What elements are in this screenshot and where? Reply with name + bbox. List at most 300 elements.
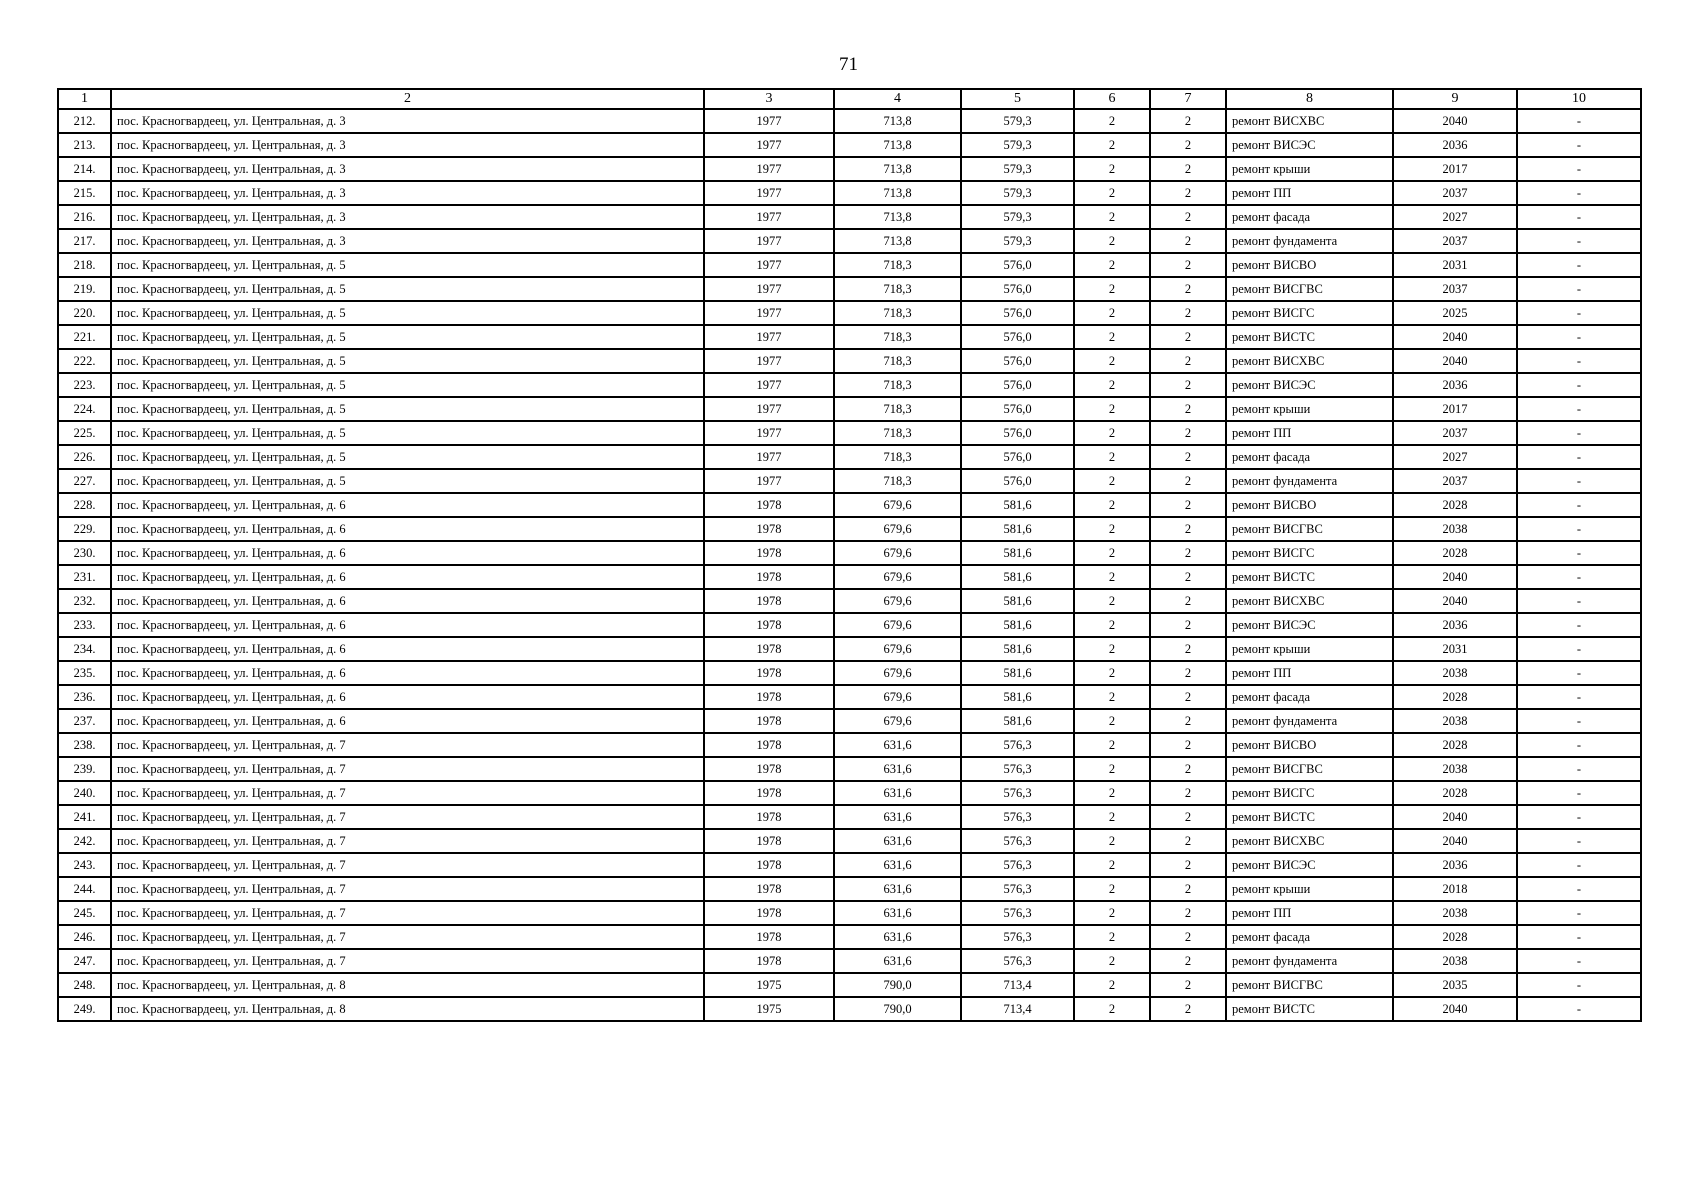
table-row [58,493,1641,517]
entrances-cell: 2 [1150,181,1226,205]
area-total-cell: 679,6 [834,565,961,589]
table-row [58,253,1641,277]
floors-cell: 2 [1074,661,1150,685]
column-header-6: 6 [1074,89,1150,109]
planned-year-cell: 2028 [1393,685,1517,709]
work-type-cell: ремонт фундамента [1226,469,1393,493]
entrances-cell: 2 [1150,949,1226,973]
entrances-cell: 2 [1150,253,1226,277]
floors-cell: 2 [1074,925,1150,949]
planned-year-cell: 2038 [1393,661,1517,685]
work-type-cell: ремонт ВИСТС [1226,805,1393,829]
address-cell: пос. Красногвардеец, ул. Центральная, д. 7 [111,733,704,757]
floors-cell: 2 [1074,421,1150,445]
row-number: 226. [58,445,111,469]
year-cell: 1978 [704,853,834,877]
entrances-cell: 2 [1150,997,1226,1021]
planned-year-cell: 2025 [1393,301,1517,325]
table-row [58,109,1641,133]
area-living-cell: 579,3 [961,205,1074,229]
note-cell: - [1517,733,1641,757]
address-cell: пос. Красногвардеец, ул. Центральная, д. 7 [111,925,704,949]
year-cell: 1977 [704,109,834,133]
planned-year-cell: 2040 [1393,325,1517,349]
row-number: 212. [58,109,111,133]
year-cell: 1977 [704,421,834,445]
row-number: 238. [58,733,111,757]
area-total-cell: 631,6 [834,757,961,781]
row-number: 223. [58,373,111,397]
address-cell: пос. Красногвардеец, ул. Центральная, д. 8 [111,997,704,1021]
table-row [58,613,1641,637]
floors-cell: 2 [1074,757,1150,781]
floors-cell: 2 [1074,589,1150,613]
table-row [58,733,1641,757]
area-total-cell: 631,6 [834,781,961,805]
address-cell: пос. Красногвардеец, ул. Центральная, д. 3 [111,109,704,133]
entrances-cell: 2 [1150,829,1226,853]
area-living-cell: 579,3 [961,109,1074,133]
area-total-cell: 679,6 [834,613,961,637]
planned-year-cell: 2028 [1393,733,1517,757]
table-row [58,421,1641,445]
row-number: 225. [58,421,111,445]
address-cell: пос. Красногвардеец, ул. Центральная, д. 5 [111,421,704,445]
area-living-cell: 576,0 [961,349,1074,373]
work-type-cell: ремонт ВИСЭС [1226,613,1393,637]
row-number: 227. [58,469,111,493]
row-number: 215. [58,181,111,205]
work-type-cell: ремонт крыши [1226,637,1393,661]
floors-cell: 2 [1074,541,1150,565]
repair-schedule-table [57,88,1642,1022]
table-row [58,853,1641,877]
work-type-cell: ремонт крыши [1226,157,1393,181]
area-total-cell: 713,8 [834,229,961,253]
entrances-cell: 2 [1150,445,1226,469]
area-living-cell: 576,0 [961,277,1074,301]
table-row [58,829,1641,853]
floors-cell: 2 [1074,613,1150,637]
table-row [58,685,1641,709]
work-type-cell: ремонт крыши [1226,397,1393,421]
area-living-cell: 581,6 [961,541,1074,565]
planned-year-cell: 2038 [1393,901,1517,925]
row-number: 214. [58,157,111,181]
table-row [58,517,1641,541]
note-cell: - [1517,949,1641,973]
area-total-cell: 631,6 [834,925,961,949]
work-type-cell: ремонт ВИСХВС [1226,109,1393,133]
work-type-cell: ремонт фасада [1226,925,1393,949]
note-cell: - [1517,757,1641,781]
floors-cell: 2 [1074,157,1150,181]
address-cell: пос. Красногвардеец, ул. Центральная, д. 3 [111,181,704,205]
area-living-cell: 713,4 [961,997,1074,1021]
work-type-cell: ремонт крыши [1226,877,1393,901]
address-cell: пос. Красногвардеец, ул. Центральная, д. 5 [111,253,704,277]
address-cell: пос. Красногвардеец, ул. Центральная, д. 6 [111,517,704,541]
table-row [58,925,1641,949]
planned-year-cell: 2035 [1393,973,1517,997]
planned-year-cell: 2018 [1393,877,1517,901]
entrances-cell: 2 [1150,349,1226,373]
area-total-cell: 631,6 [834,901,961,925]
area-living-cell: 576,0 [961,253,1074,277]
note-cell: - [1517,469,1641,493]
table-row [58,205,1641,229]
area-total-cell: 718,3 [834,349,961,373]
column-header-8: 8 [1226,89,1393,109]
year-cell: 1978 [704,517,834,541]
note-cell: - [1517,349,1641,373]
planned-year-cell: 2036 [1393,613,1517,637]
planned-year-cell: 2037 [1393,469,1517,493]
row-number: 220. [58,301,111,325]
entrances-cell: 2 [1150,541,1226,565]
floors-cell: 2 [1074,805,1150,829]
floors-cell: 2 [1074,469,1150,493]
entrances-cell: 2 [1150,421,1226,445]
entrances-cell: 2 [1150,901,1226,925]
table-row [58,997,1641,1021]
row-number: 222. [58,349,111,373]
year-cell: 1977 [704,157,834,181]
floors-cell: 2 [1074,133,1150,157]
row-number: 241. [58,805,111,829]
entrances-cell: 2 [1150,613,1226,637]
year-cell: 1978 [704,613,834,637]
table-row [58,901,1641,925]
work-type-cell: ремонт ВИСГС [1226,541,1393,565]
floors-cell: 2 [1074,829,1150,853]
planned-year-cell: 2037 [1393,229,1517,253]
table-row [58,445,1641,469]
area-living-cell: 581,6 [961,493,1074,517]
table-row [58,469,1641,493]
area-total-cell: 679,6 [834,589,961,613]
area-total-cell: 790,0 [834,973,961,997]
table-row [58,949,1641,973]
work-type-cell: ремонт ВИСХВС [1226,589,1393,613]
work-type-cell: ремонт ВИСЭС [1226,373,1393,397]
entrances-cell: 2 [1150,277,1226,301]
row-number: 242. [58,829,111,853]
address-cell: пос. Красногвардеец, ул. Центральная, д. 7 [111,901,704,925]
note-cell: - [1517,925,1641,949]
area-living-cell: 581,6 [961,517,1074,541]
column-header-5: 5 [961,89,1074,109]
year-cell: 1977 [704,205,834,229]
area-total-cell: 679,6 [834,541,961,565]
note-cell: - [1517,829,1641,853]
address-cell: пос. Красногвардеец, ул. Центральная, д. 6 [111,493,704,517]
area-living-cell: 581,6 [961,685,1074,709]
row-number: 228. [58,493,111,517]
row-number: 221. [58,325,111,349]
note-cell: - [1517,541,1641,565]
planned-year-cell: 2031 [1393,253,1517,277]
note-cell: - [1517,709,1641,733]
area-total-cell: 718,3 [834,469,961,493]
planned-year-cell: 2040 [1393,349,1517,373]
note-cell: - [1517,181,1641,205]
column-header-9: 9 [1393,89,1517,109]
year-cell: 1977 [704,181,834,205]
floors-cell: 2 [1074,445,1150,469]
planned-year-cell: 2037 [1393,421,1517,445]
year-cell: 1978 [704,685,834,709]
area-total-cell: 718,3 [834,373,961,397]
entrances-cell: 2 [1150,565,1226,589]
area-living-cell: 579,3 [961,229,1074,253]
page-number: 71 [839,54,858,75]
year-cell: 1978 [704,805,834,829]
area-living-cell: 576,0 [961,469,1074,493]
address-cell: пос. Красногвардеец, ул. Центральная, д. 6 [111,613,704,637]
year-cell: 1977 [704,229,834,253]
row-number: 224. [58,397,111,421]
note-cell: - [1517,277,1641,301]
note-cell: - [1517,205,1641,229]
planned-year-cell: 2040 [1393,589,1517,613]
area-total-cell: 631,6 [834,853,961,877]
note-cell: - [1517,613,1641,637]
area-living-cell: 579,3 [961,181,1074,205]
work-type-cell: ремонт ПП [1226,421,1393,445]
floors-cell: 2 [1074,709,1150,733]
area-living-cell: 576,0 [961,373,1074,397]
year-cell: 1978 [704,661,834,685]
work-type-cell: ремонт ВИСВО [1226,733,1393,757]
planned-year-cell: 2036 [1393,853,1517,877]
entrances-cell: 2 [1150,325,1226,349]
entrances-cell: 2 [1150,709,1226,733]
year-cell: 1978 [704,877,834,901]
planned-year-cell: 2040 [1393,109,1517,133]
year-cell: 1977 [704,373,834,397]
planned-year-cell: 2031 [1393,637,1517,661]
floors-cell: 2 [1074,781,1150,805]
row-number: 243. [58,853,111,877]
year-cell: 1977 [704,277,834,301]
note-cell: - [1517,901,1641,925]
year-cell: 1978 [704,781,834,805]
address-cell: пос. Красногвардеец, ул. Центральная, д. 7 [111,853,704,877]
planned-year-cell: 2037 [1393,277,1517,301]
note-cell: - [1517,301,1641,325]
floors-cell: 2 [1074,901,1150,925]
header-row [58,89,1641,109]
work-type-cell: ремонт ВИСВО [1226,493,1393,517]
area-total-cell: 679,6 [834,661,961,685]
floors-cell: 2 [1074,397,1150,421]
area-living-cell: 576,3 [961,757,1074,781]
work-type-cell: ремонт фундамента [1226,229,1393,253]
table-row [58,301,1641,325]
address-cell: пос. Красногвардеец, ул. Центральная, д. 5 [111,325,704,349]
row-number: 230. [58,541,111,565]
planned-year-cell: 2040 [1393,997,1517,1021]
year-cell: 1978 [704,709,834,733]
work-type-cell: ремонт ВИСТС [1226,325,1393,349]
planned-year-cell: 2017 [1393,397,1517,421]
area-living-cell: 576,0 [961,301,1074,325]
table-row [58,709,1641,733]
floors-cell: 2 [1074,493,1150,517]
entrances-cell: 2 [1150,781,1226,805]
floors-cell: 2 [1074,301,1150,325]
note-cell: - [1517,325,1641,349]
row-number: 229. [58,517,111,541]
year-cell: 1978 [704,637,834,661]
note-cell: - [1517,517,1641,541]
row-number: 218. [58,253,111,277]
note-cell: - [1517,997,1641,1021]
year-cell: 1977 [704,253,834,277]
area-living-cell: 581,6 [961,709,1074,733]
note-cell: - [1517,229,1641,253]
entrances-cell: 2 [1150,109,1226,133]
year-cell: 1977 [704,397,834,421]
area-total-cell: 679,6 [834,709,961,733]
table-row [58,325,1641,349]
work-type-cell: ремонт фундамента [1226,709,1393,733]
address-cell: пос. Красногвардеец, ул. Центральная, д. 5 [111,277,704,301]
work-type-cell: ремонт ВИСГВС [1226,757,1393,781]
work-type-cell: ремонт фасада [1226,685,1393,709]
planned-year-cell: 2027 [1393,205,1517,229]
planned-year-cell: 2028 [1393,541,1517,565]
note-cell: - [1517,685,1641,709]
year-cell: 1977 [704,301,834,325]
entrances-cell: 2 [1150,493,1226,517]
work-type-cell: ремонт ВИСТС [1226,997,1393,1021]
planned-year-cell: 2040 [1393,565,1517,589]
area-total-cell: 631,6 [834,805,961,829]
entrances-cell: 2 [1150,877,1226,901]
area-total-cell: 679,6 [834,517,961,541]
entrances-cell: 2 [1150,517,1226,541]
area-total-cell: 713,8 [834,109,961,133]
floors-cell: 2 [1074,277,1150,301]
floors-cell: 2 [1074,637,1150,661]
note-cell: - [1517,493,1641,517]
note-cell: - [1517,133,1641,157]
planned-year-cell: 2038 [1393,709,1517,733]
area-living-cell: 576,3 [961,829,1074,853]
row-number: 213. [58,133,111,157]
area-living-cell: 576,0 [961,325,1074,349]
table-row [58,805,1641,829]
row-number: 246. [58,925,111,949]
row-number: 245. [58,901,111,925]
work-type-cell: ремонт фасада [1226,445,1393,469]
entrances-cell: 2 [1150,661,1226,685]
floors-cell: 2 [1074,373,1150,397]
planned-year-cell: 2028 [1393,781,1517,805]
year-cell: 1975 [704,997,834,1021]
work-type-cell: ремонт ВИСГВС [1226,973,1393,997]
year-cell: 1977 [704,469,834,493]
column-header-3: 3 [704,89,834,109]
address-cell: пос. Красногвардеец, ул. Центральная, д. 3 [111,229,704,253]
floors-cell: 2 [1074,349,1150,373]
entrances-cell: 2 [1150,685,1226,709]
entrances-cell: 2 [1150,205,1226,229]
area-living-cell: 576,3 [961,901,1074,925]
planned-year-cell: 2037 [1393,181,1517,205]
row-number: 247. [58,949,111,973]
area-total-cell: 679,6 [834,637,961,661]
year-cell: 1977 [704,133,834,157]
work-type-cell: ремонт ВИСГС [1226,781,1393,805]
entrances-cell: 2 [1150,133,1226,157]
address-cell: пос. Красногвардеец, ул. Центральная, д. 5 [111,445,704,469]
entrances-cell: 2 [1150,733,1226,757]
address-cell: пос. Красногвардеец, ул. Центральная, д. 5 [111,469,704,493]
note-cell: - [1517,373,1641,397]
planned-year-cell: 2028 [1393,925,1517,949]
work-type-cell: ремонт ВИСХВС [1226,829,1393,853]
area-total-cell: 718,3 [834,325,961,349]
area-total-cell: 631,6 [834,733,961,757]
work-type-cell: ремонт ВИСЭС [1226,853,1393,877]
table-row [58,181,1641,205]
address-cell: пос. Красногвардеец, ул. Центральная, д. 7 [111,805,704,829]
table-row [58,229,1641,253]
area-total-cell: 718,3 [834,421,961,445]
address-cell: пос. Красногвардеец, ул. Центральная, д. 6 [111,589,704,613]
table-row [58,397,1641,421]
work-type-cell: ремонт ВИСГВС [1226,517,1393,541]
work-type-cell: ремонт ВИСГС [1226,301,1393,325]
year-cell: 1978 [704,541,834,565]
entrances-cell: 2 [1150,157,1226,181]
address-cell: пос. Красногвардеец, ул. Центральная, д. 3 [111,205,704,229]
address-cell: пос. Красногвардеец, ул. Центральная, д. 6 [111,637,704,661]
area-total-cell: 718,3 [834,253,961,277]
work-type-cell: ремонт ПП [1226,901,1393,925]
note-cell: - [1517,421,1641,445]
area-total-cell: 631,6 [834,949,961,973]
address-cell: пос. Красногвардеец, ул. Центральная, д. 5 [111,397,704,421]
floors-cell: 2 [1074,733,1150,757]
area-living-cell: 576,3 [961,877,1074,901]
floors-cell: 2 [1074,877,1150,901]
floors-cell: 2 [1074,949,1150,973]
note-cell: - [1517,157,1641,181]
address-cell: пос. Красногвардеец, ул. Центральная, д. 7 [111,781,704,805]
area-total-cell: 718,3 [834,277,961,301]
area-living-cell: 713,4 [961,973,1074,997]
year-cell: 1978 [704,949,834,973]
planned-year-cell: 2040 [1393,829,1517,853]
address-cell: пос. Красногвардеец, ул. Центральная, д. 7 [111,757,704,781]
work-type-cell: ремонт ВИСХВС [1226,349,1393,373]
area-total-cell: 631,6 [834,829,961,853]
work-type-cell: ремонт ПП [1226,661,1393,685]
area-total-cell: 790,0 [834,997,961,1021]
year-cell: 1978 [704,733,834,757]
table-row [58,133,1641,157]
year-cell: 1978 [704,829,834,853]
address-cell: пос. Красногвардеец, ул. Центральная, д. 6 [111,565,704,589]
area-living-cell: 581,6 [961,613,1074,637]
area-living-cell: 581,6 [961,565,1074,589]
address-cell: пос. Красногвардеец, ул. Центральная, д. 6 [111,709,704,733]
entrances-cell: 2 [1150,229,1226,253]
